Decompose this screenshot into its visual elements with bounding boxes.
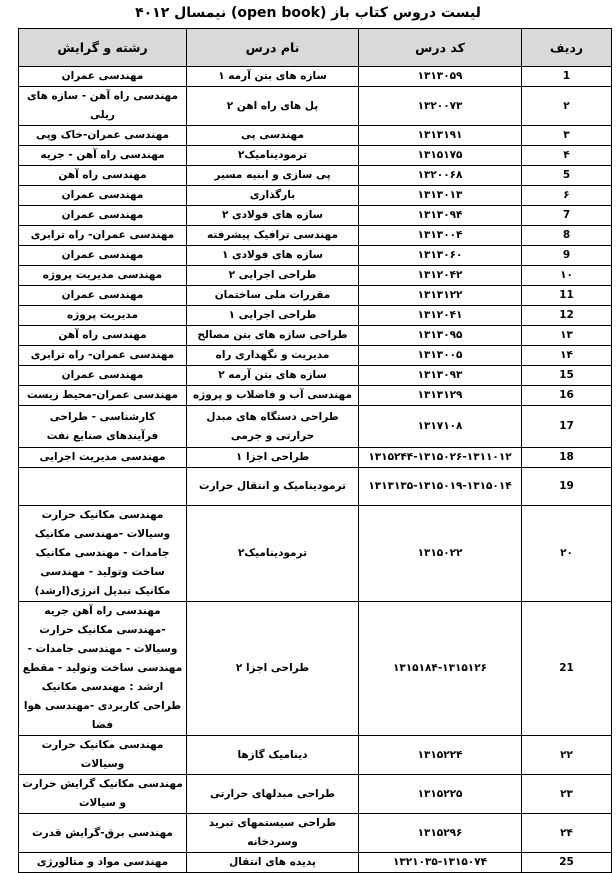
header-course-code: کد درس (359, 29, 522, 67)
field-cell: مدیریت پروژه (19, 306, 187, 326)
course-name-cell: مهندسی ترافیک پیشرفته (187, 226, 359, 246)
row-number-cell: 12 (522, 306, 612, 326)
course-name-cell: طراحی اجزا ۱ (187, 448, 359, 468)
course-name-cell: پی سازی و ابنیه مسیر (187, 166, 359, 186)
row-number-cell: 8 (522, 226, 612, 246)
row-number-cell: ۱۴ (522, 346, 612, 366)
table-row (19, 506, 612, 602)
row-number-cell: 7 (522, 206, 612, 226)
field-cell: مهندسی مکانیک گرایش حرارت و سیالات (19, 775, 187, 814)
row-number-cell: ۱۰ (522, 266, 612, 286)
course-name-cell: ترمودینامیک و انتقال حرارت (187, 468, 359, 506)
course-name-cell: سازه های فولادی ۱ (187, 246, 359, 266)
field-cell: مهندسی عمران (19, 286, 187, 306)
header-row (19, 29, 612, 67)
row-number-cell: 17 (522, 406, 612, 448)
course-code-cell: ۱۳۲۰۰۷۳ (359, 87, 522, 126)
course-code-cell: ۱۳۱۳۰۹۵ (359, 326, 522, 346)
row-number-cell: 5 (522, 166, 612, 186)
table-row (19, 366, 612, 386)
row-number-cell: ۲۴ (522, 814, 612, 853)
course-code-cell: ۱۳۱۵۲۲۴ (359, 736, 522, 775)
row-number-cell: 11 (522, 286, 612, 306)
row-number-cell: ۴ (522, 146, 612, 166)
field-cell: مهندسی راه آهن جریه -مهندسی مکانیک حرارت وسیالات - مهندسی جامدات - مهندسی ساخت وتولید - مقطع ارشد : مهندسی مکانیک طراحی کاربردی -مهندسی هوا فضا (19, 602, 187, 736)
course-code-cell: ۱۳۱۲۰۴۱ (359, 306, 522, 326)
course-code-cell: ۱۳۱۷۱۰۸ (359, 406, 522, 448)
course-code-cell: ۱۳۱۳۰۹۳ (359, 366, 522, 386)
field-cell: کارشناسی - طراحی فرآیندهای صنایع نفت (19, 406, 187, 448)
course-name-cell: طراحی اجرایی ۲ (187, 266, 359, 286)
course-name-cell: ترمودینامیک۲ (187, 506, 359, 602)
course-code-cell: ۱۳۱۵۰۲۲ (359, 506, 522, 602)
course-name-cell: ترمودینامیک۲ (187, 146, 359, 166)
table-row (19, 206, 612, 226)
field-cell: مهندسی راه آهن (19, 166, 187, 186)
field-cell: مهندسی مکانیک حرارت وسیالات (19, 736, 187, 775)
row-number-cell: 9 (522, 246, 612, 266)
table-row (19, 775, 612, 814)
table-row (19, 326, 612, 346)
course-name-cell: مدیریت و نگهداری راه (187, 346, 359, 366)
course-code-cell: ۱۳۱۳۱۲۹ (359, 386, 522, 406)
course-name-cell: بارگذاری (187, 186, 359, 206)
table-row (19, 286, 612, 306)
table-body (19, 67, 612, 873)
table-row (19, 814, 612, 853)
row-number-cell: ۲ (522, 87, 612, 126)
course-name-cell: طراحی اجرایی ۱ (187, 306, 359, 326)
table-row (19, 87, 612, 126)
courses-table (18, 28, 612, 873)
course-name-cell: دینامیک گازها (187, 736, 359, 775)
field-cell: مهندسی برق-گرایش قدرت (19, 814, 187, 853)
table-row (19, 448, 612, 468)
header-row-number: ردیف (522, 29, 612, 67)
course-code-cell: ۱۳۱۲۰۴۲ (359, 266, 522, 286)
table-row (19, 266, 612, 286)
course-code-cell: ۱۳۱۳۰۱۳ (359, 186, 522, 206)
field-cell: مهندسی مواد و متالورژی (19, 853, 187, 873)
table-row (19, 602, 612, 736)
field-cell: مهندسی مدیریت پروژه (19, 266, 187, 286)
course-name-cell: سازه های فولادی ۲ (187, 206, 359, 226)
row-number-cell: 19 (522, 468, 612, 506)
row-number-cell: 25 (522, 853, 612, 873)
table-row (19, 853, 612, 873)
row-number-cell: ۶ (522, 186, 612, 206)
course-code-cell: ۱۳۱۵۱۷۵ (359, 146, 522, 166)
row-number-cell: 21 (522, 602, 612, 736)
field-cell: مهندسی عمران (19, 67, 187, 87)
course-name-cell: مقررات ملی ساختمان (187, 286, 359, 306)
field-cell: مهندسی عمران (19, 206, 187, 226)
course-code-cell: ۱۳۱۳۰۰۴ (359, 226, 522, 246)
row-number-cell: ۳ (522, 126, 612, 146)
row-number-cell: ۲۳ (522, 775, 612, 814)
course-code-cell: ۱۳۱۳۱۲۲ (359, 286, 522, 306)
course-name-cell: مهندسی پی (187, 126, 359, 146)
field-cell: مهندسی مدیریت اجرایی (19, 448, 187, 468)
field-cell: مهندسی عمران (19, 246, 187, 266)
table-row (19, 126, 612, 146)
row-number-cell: 18 (522, 448, 612, 468)
field-cell: مهندسی راه آهن (19, 326, 187, 346)
course-code-cell: ۱۳۱۳۱۳۵-۱۳۱۵۰۱۹-۱۳۱۵۰۱۴ (359, 468, 522, 506)
field-cell: مهندسی عمران- راه ترابری (19, 226, 187, 246)
row-number-cell: ۲۲ (522, 736, 612, 775)
header-course-name: نام درس (187, 29, 359, 67)
course-code-cell: ۱۳۱۳۰۹۴ (359, 206, 522, 226)
table-row (19, 146, 612, 166)
table-row (19, 246, 612, 266)
table-row (19, 468, 612, 506)
course-code-cell: ۱۳۱۵۲۹۶ (359, 814, 522, 853)
row-number-cell: 1 (522, 67, 612, 87)
field-cell: مهندسی عمران-خاک وپی (19, 126, 187, 146)
field-cell: مهندسی عمران-محیط زیست (19, 386, 187, 406)
course-code-cell: ۱۳۱۳۰۶۰ (359, 246, 522, 266)
course-code-cell: ۱۳۱۳۰۰۵ (359, 346, 522, 366)
table-row (19, 67, 612, 87)
row-number-cell: ۲۰ (522, 506, 612, 602)
course-code-cell: ۱۳۱۳۱۹۱ (359, 126, 522, 146)
field-cell: مهندسی عمران (19, 186, 187, 206)
course-code-cell: ۱۳۲۱۰۳۵-۱۳۱۵۰۷۴ (359, 853, 522, 873)
course-name-cell: پدیده های انتقال (187, 853, 359, 873)
course-code-cell: ۱۳۱۵۲۴۴-۱۳۱۵۰۲۶-۱۳۱۱۰۱۲ (359, 448, 522, 468)
field-cell: مهندسی عمران (19, 366, 187, 386)
header-field: رشته و گرایش (19, 29, 187, 67)
course-name-cell: طراحی مبدلهای حرارتی (187, 775, 359, 814)
field-cell: مهندسی راه آهن - جریه (19, 146, 187, 166)
table-row (19, 386, 612, 406)
course-name-cell: طراحی سازه های بتن مصالح (187, 326, 359, 346)
table-row (19, 166, 612, 186)
table-row (19, 406, 612, 448)
row-number-cell: ۱۳ (522, 326, 612, 346)
course-name-cell: طراحی سیستمهای تبرید وسردخانه (187, 814, 359, 853)
course-code-cell: ۱۳۱۵۲۲۵ (359, 775, 522, 814)
course-code-cell: ۱۳۱۳۰۵۹ (359, 67, 522, 87)
course-name-cell: مهندسی آب و فاضلاب و پروژه (187, 386, 359, 406)
table-row (19, 186, 612, 206)
table-row (19, 306, 612, 326)
course-name-cell: سازه های بتن آرمه ۲ (187, 366, 359, 386)
row-number-cell: 16 (522, 386, 612, 406)
course-name-cell: طراحی دستگاه های مبدل حرارتی و جرمی (187, 406, 359, 448)
field-cell: مهندسی عمران- راه ترابری (19, 346, 187, 366)
table-row (19, 226, 612, 246)
table-row (19, 346, 612, 366)
row-number-cell: 15 (522, 366, 612, 386)
table-row (19, 736, 612, 775)
course-code-cell: ۱۳۲۰۰۶۸ (359, 166, 522, 186)
course-name-cell: پل های راه اهن ۲ (187, 87, 359, 126)
page-title: لیست دروس کتاب باز (open book) نیمسال ۴۰۱۲ (135, 5, 481, 21)
field-cell: مهندسی مکانیک حرارت وسیالات -مهندسی مکانیک جامدات - مهندسی مکانیک ساخت وتولید - مهندسی مکانیک تبدیل انرژی(ارشد) (19, 506, 187, 602)
course-name-cell: طراحی اجزا ۲ (187, 602, 359, 736)
field-cell: مهندسی راه آهن - سازه های ریلی (19, 87, 187, 126)
course-name-cell: سازه های بتن آرمه ۱ (187, 67, 359, 87)
field-cell (19, 468, 187, 506)
course-code-cell: ۱۳۱۵۱۸۴-۱۳۱۵۱۲۶ (359, 602, 522, 736)
